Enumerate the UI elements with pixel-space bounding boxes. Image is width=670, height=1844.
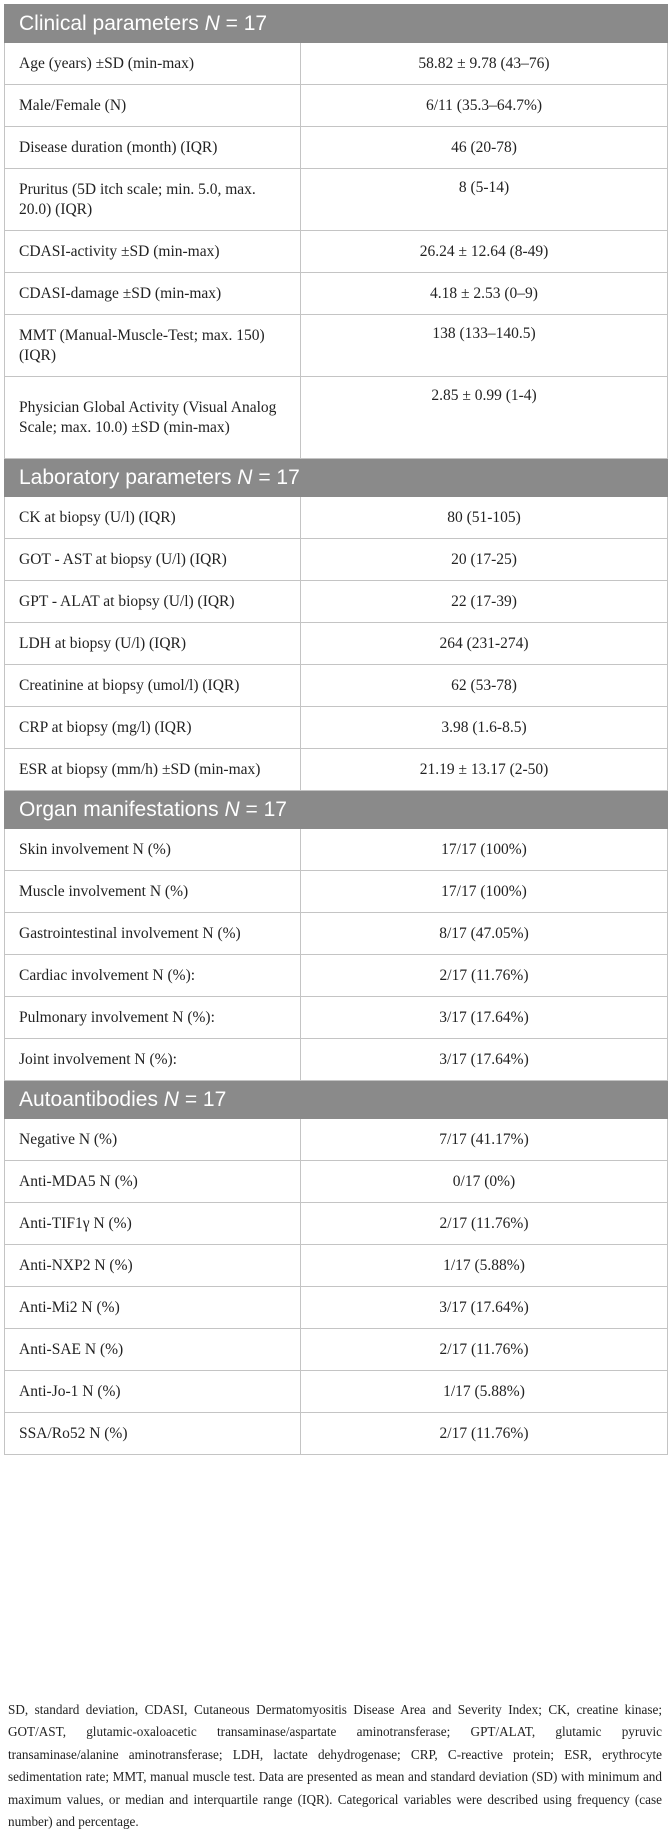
section-title: Autoantibodies (19, 1087, 158, 1111)
table-row (5, 581, 668, 623)
param-value: 21.19 ± 13.17 (2-50) (301, 749, 668, 791)
param-label: Anti-NXP2 N (%) (5, 1245, 301, 1287)
param-label: Anti-Jo-1 N (%) (5, 1371, 301, 1413)
param-label: CK at biopsy (U/l) (IQR) (5, 497, 301, 539)
table-row (5, 1287, 668, 1329)
param-label: Disease duration (month) (IQR) (5, 127, 301, 169)
table-footnote: SD, standard deviation, CDASI, Cutaneous Dermatomyositis Disease Area and Severity Index; CK, creatine kinase; GOT/AST, glutamic-oxaloacetic transaminase/aspartate aminotransferase; GPT/ALAT, glutamic pyruvic transaminase/alanine aminotransferase; LDH, lactate dehydrogenase; CRP, C-reactive protein; ESR, erythrocyte sedimentation rate; MMT, manual muscle test. Data are presented as mean and standard deviation (SD) with minimum and maximum values, or median and interquartile range (IQR). Categorical variables were described using frequency (case number) and percentage. (8, 1702, 662, 1830)
param-label: Anti-SAE N (%) (5, 1329, 301, 1371)
param-value: 2.85 ± 0.99 (1-4) (301, 377, 668, 459)
param-value: 2/17 (11.76%) (301, 1203, 668, 1245)
table-row (5, 1039, 668, 1081)
param-label: GOT - AST at biopsy (U/l) (IQR) (5, 539, 301, 581)
param-value: 8 (5-14) (301, 169, 668, 231)
param-label: Age (years) ±SD (min-max) (5, 43, 301, 85)
section-header-clinical (5, 5, 668, 43)
n-value: = 17 (245, 797, 287, 821)
n-value: = 17 (225, 11, 268, 35)
param-value: 3/17 (17.64%) (301, 1287, 668, 1329)
param-label: GPT - ALAT at biopsy (U/l) (IQR) (5, 581, 301, 623)
table-container (4, 4, 667, 1455)
table-row (5, 1329, 668, 1371)
section-title: Clinical parameters (19, 11, 199, 35)
param-value: 3/17 (17.64%) (301, 997, 668, 1039)
table-row (5, 127, 668, 169)
table-row (5, 273, 668, 315)
table-row (5, 707, 668, 749)
table-row (5, 955, 668, 997)
param-value: 17/17 (100%) (301, 829, 668, 871)
table-row (5, 829, 668, 871)
table-row (5, 665, 668, 707)
param-label: Joint involvement N (%): (5, 1039, 301, 1081)
section-title: Laboratory parameters (19, 465, 232, 489)
param-label: Pulmonary involvement N (%): (5, 997, 301, 1039)
param-label: Skin involvement N (%) (5, 829, 301, 871)
param-value: 3/17 (17.64%) (301, 1039, 668, 1081)
table-row (5, 43, 668, 85)
param-value: 58.82 ± 9.78 (43–76) (301, 43, 668, 85)
param-value: 26.24 ± 12.64 (8-49) (301, 231, 668, 273)
section-header-autoantibodies (5, 1081, 668, 1119)
param-label: Gastrointestinal involvement N (%) (5, 913, 301, 955)
param-value: 0/17 (0%) (301, 1161, 668, 1203)
param-value: 22 (17-39) (301, 581, 668, 623)
param-label: Anti-Mi2 N (%) (5, 1287, 301, 1329)
n-label: N (204, 11, 220, 35)
param-value: 3.98 (1.6-8.5) (301, 707, 668, 749)
n-value: = 17 (258, 465, 300, 489)
param-label: Anti-MDA5 N (%) (5, 1161, 301, 1203)
table-row (5, 377, 668, 459)
table-row (5, 1119, 668, 1161)
section-header-organ (5, 791, 668, 829)
param-value: 20 (17-25) (301, 539, 668, 581)
param-label: Physician Global Activity (Visual Analog Scale; max. 10.0) ±SD (min-max) (5, 377, 301, 459)
param-value: 2/17 (11.76%) (301, 1413, 668, 1455)
table-row (5, 1203, 668, 1245)
param-label: LDH at biopsy (U/l) (IQR) (5, 623, 301, 665)
table-row (5, 997, 668, 1039)
param-label: Muscle involvement N (%) (5, 871, 301, 913)
param-value: 62 (53-78) (301, 665, 668, 707)
table-row (5, 1245, 668, 1287)
param-value: 264 (231-274) (301, 623, 668, 665)
param-value: 8/17 (47.05%) (301, 913, 668, 955)
table-row (5, 315, 668, 377)
table-row (5, 749, 668, 791)
param-label: Pruritus (5D itch scale; min. 5.0, max. 20.0) (IQR) (5, 169, 301, 231)
param-value: 6/11 (35.3–64.7%) (301, 85, 668, 127)
param-label: CDASI-damage ±SD (min-max) (5, 273, 301, 315)
table-row (5, 1371, 668, 1413)
param-label: MMT (Manual-Muscle-Test; max. 150) (IQR) (5, 315, 301, 377)
clinical-table (4, 4, 668, 1455)
n-label: N (237, 465, 253, 489)
param-value: 2/17 (11.76%) (301, 955, 668, 997)
param-label: CDASI-activity ±SD (min-max) (5, 231, 301, 273)
param-value: 80 (51-105) (301, 497, 668, 539)
param-label: ESR at biopsy (mm/h) ±SD (min-max) (5, 749, 301, 791)
table-row (5, 85, 668, 127)
n-label: N (224, 797, 240, 821)
param-value: 1/17 (5.88%) (301, 1371, 668, 1413)
param-value: 17/17 (100%) (301, 871, 668, 913)
param-label: Negative N (%) (5, 1119, 301, 1161)
section-title: Organ manifestations (19, 797, 219, 821)
n-value: = 17 (184, 1087, 227, 1111)
table-row (5, 497, 668, 539)
param-label: Cardiac involvement N (%): (5, 955, 301, 997)
table-row (5, 623, 668, 665)
param-value: 1/17 (5.88%) (301, 1245, 668, 1287)
table-row (5, 871, 668, 913)
param-value: 46 (20-78) (301, 127, 668, 169)
table-row (5, 231, 668, 273)
table-row (5, 169, 668, 231)
param-label: Creatinine at biopsy (umol/l) (IQR) (5, 665, 301, 707)
section-header-laboratory (5, 459, 668, 497)
param-label: SSA/Ro52 N (%) (5, 1413, 301, 1455)
param-label: Anti-TIF1γ N (%) (5, 1203, 301, 1245)
param-value: 4.18 ± 2.53 (0–9) (301, 273, 668, 315)
table-row (5, 539, 668, 581)
param-value: 2/17 (11.76%) (301, 1329, 668, 1371)
table-row (5, 913, 668, 955)
param-value: 7/17 (41.17%) (301, 1119, 668, 1161)
param-label: Male/Female (N) (5, 85, 301, 127)
table-row (5, 1413, 668, 1455)
table-row (5, 1161, 668, 1203)
n-label: N (163, 1087, 179, 1111)
param-value: 138 (133–140.5) (301, 315, 668, 377)
param-label: CRP at biopsy (mg/l) (IQR) (5, 707, 301, 749)
